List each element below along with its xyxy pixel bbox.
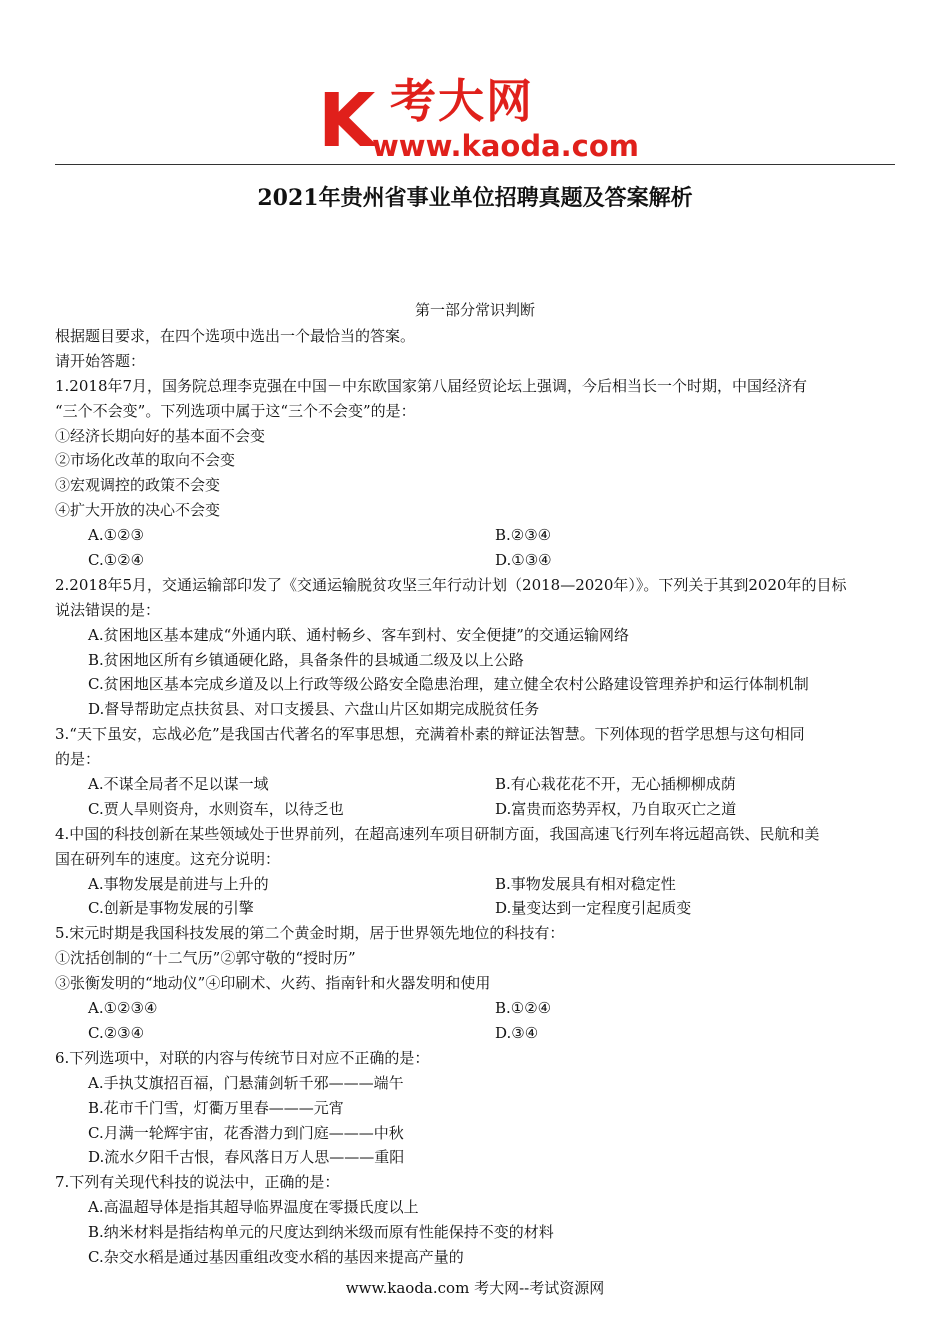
option-row — [55, 548, 900, 573]
option-a: A.不谋全局者不足以谋一域 — [88, 775, 269, 794]
option-c: C.杂交水稻是通过基因重组改变水稻的基因来提高产量的 — [88, 1247, 464, 1266]
option-row — [55, 996, 900, 1021]
option-a: A.手执艾旗招百福，门悬蒲剑斩千邪———端午 — [88, 1073, 404, 1092]
question-item: ③宏观调控的政策不会变 — [55, 476, 221, 495]
logo-url: www.kaoda.com — [372, 129, 639, 163]
question-stem: 的是： — [55, 750, 101, 769]
page-footer: www.kaoda.com 考大网--考试资源网 — [345, 1279, 605, 1297]
question-stem: 2.2018年5月，交通运输部印发了《交通运输脱贫攻坚三年行动计划（2018—2020年）》。下列关于其到2020年的目标 — [55, 575, 847, 594]
logo-brand-name: 考大网 — [390, 74, 534, 128]
header-divider — [55, 164, 895, 165]
exam-content — [55, 324, 900, 1270]
option-a: A.①②③ — [88, 526, 144, 545]
option-c: C.月满一轮辉宇宙，花香潜力到门庭———中秋 — [88, 1123, 404, 1142]
option-row — [55, 1021, 900, 1046]
option-d: D.富贵而恣势弄权，乃自取灭亡之道 — [495, 799, 737, 818]
option-c: C.创新是事物发展的引擎 — [88, 899, 254, 918]
question-stem: 国在研列车的速度。这充分说明： — [55, 849, 281, 868]
option-b: B.②③④ — [495, 526, 552, 545]
question-stem: 4.中国的科技创新在某些领域处于世界前列，在超高速列车项目研制方面，我国高速飞行列车将远超高铁、民航和美 — [55, 824, 820, 843]
option-b: B.有心栽花花不开，无心插柳柳成荫 — [495, 775, 736, 794]
question-stem: 7.下列有关现代科技的说法中，正确的是： — [55, 1173, 340, 1192]
question-stem: 3.“天下虽安，忘战必危”是我国古代著名的军事思想，充满着朴素的辩证法智慧。下列体现的哲学思想与这句相同 — [55, 725, 805, 744]
option-c: C.①②④ — [88, 551, 145, 570]
option-a: A.事物发展是前进与上升的 — [88, 874, 269, 893]
question-item: ③张衡发明的“地动仪”④印刷术、火药、指南针和火器发明和使用 — [55, 974, 491, 993]
logo-k-mark: K — [318, 78, 374, 164]
question-item: ②市场化改革的取向不会变 — [55, 451, 236, 470]
section-heading: 第一部分常识判断 — [414, 301, 535, 319]
option-d: D.督导帮助定点扶贫县、对口支援县、六盘山片区如期完成脱贫任务 — [88, 700, 540, 719]
question-item: ①经济长期向好的基本面不会变 — [55, 426, 266, 445]
intro-line: 请开始答题： — [55, 351, 146, 370]
question-stem: 5.宋元时期是我国科技发展的第二个黄金时期，居于世界领先地位的科技有： — [55, 924, 565, 943]
question-stem: 1.2018年7月，国务院总理李克强在中国－中东欧国家第八届经贸论坛上强调，今后相当长一个时期，中国经济有 — [55, 376, 808, 395]
option-c: C.贫困地区基本完成乡道及以上行政等级公路安全隐患治理，建立健全农村公路建设管理养护和运行体制机制 — [88, 675, 809, 694]
option-d: D.①③④ — [495, 551, 552, 570]
option-row — [55, 896, 900, 921]
intro-line: 根据题目要求，在四个选项中选出一个最恰当的答案。 — [55, 327, 416, 345]
option-row — [55, 772, 900, 797]
option-c: C.②③④ — [88, 1023, 145, 1042]
option-a: A.高温超导体是指其超导临界温度在零摄氏度以上 — [88, 1198, 419, 1217]
option-b: B.贫困地区所有乡镇通硬化路，具备条件的县城通二级及以上公路 — [88, 650, 524, 669]
option-d: D.量变达到一定程度引起质变 — [495, 899, 692, 918]
option-row — [55, 797, 900, 822]
option-b: B.事物发展具有相对稳定性 — [495, 874, 676, 893]
option-b: B.①②④ — [495, 999, 552, 1018]
option-b: B.纳米材料是指结构单元的尺度达到纳米级而原有性能保持不变的材料 — [88, 1223, 554, 1242]
option-d: D.流水夕阳千古恨，春风落日万人思———重阳 — [88, 1148, 405, 1167]
question-stem: 说法错误的是： — [55, 600, 161, 619]
option-row — [55, 523, 900, 548]
kaoda-logo — [318, 74, 648, 164]
option-c: C.贾人旱则资舟，水则资车，以待乏也 — [88, 799, 344, 818]
option-b: B.花市千门雪，灯衢万里春———元宵 — [88, 1098, 344, 1117]
question-stem: “三个不会变”。下列选项中属于这“三个不会变”的是： — [55, 401, 416, 420]
option-d: D.③④ — [495, 1023, 539, 1042]
question-stem: 6.下列选项中，对联的内容与传统节日对应不正确的是： — [55, 1048, 430, 1067]
question-item: ④扩大开放的决心不会变 — [55, 501, 221, 520]
document-title: 2021年贵州省事业单位招聘真题及答案解析 — [257, 185, 693, 211]
option-a: A.①②③④ — [88, 999, 158, 1018]
question-item: ①沈括创制的“十二气历”②郭守敬的“授时历” — [55, 949, 356, 968]
option-a: A.贫困地区基本建成“外通内联、通村畅乡、客车到村、安全便捷”的交通运输网络 — [88, 625, 629, 644]
option-row — [55, 872, 900, 897]
